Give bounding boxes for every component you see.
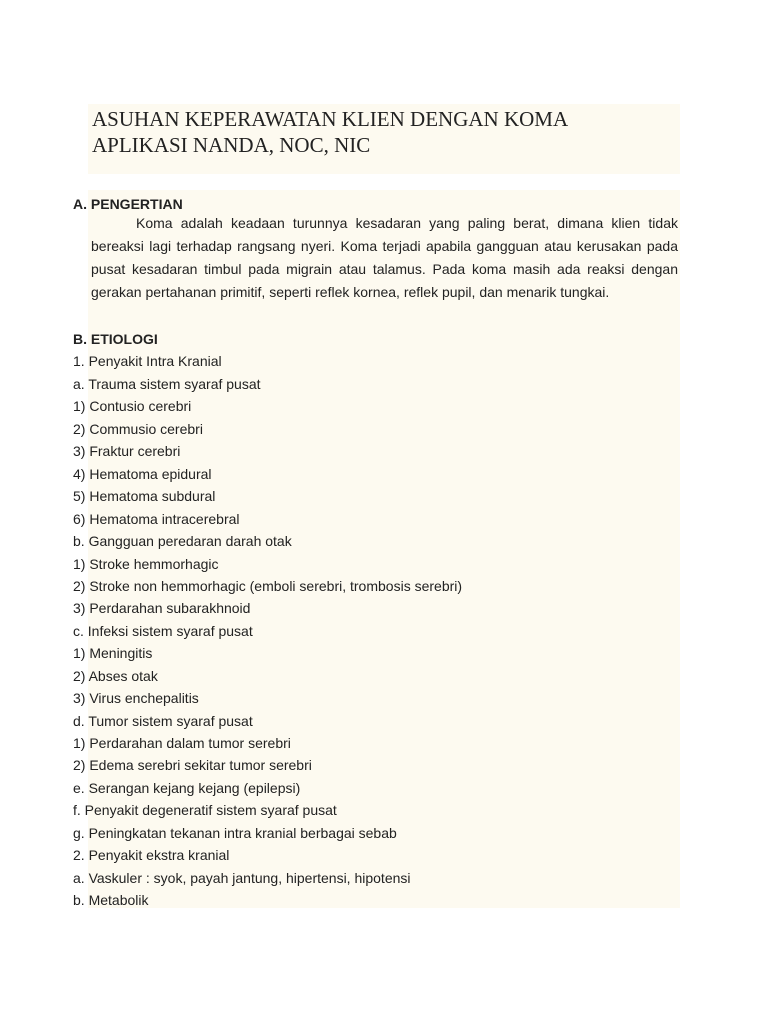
list-item: 2) Stroke non hemmorhagic (emboli serebri, trombosis serebri) [73, 578, 463, 594]
list-item: f. Penyakit degeneratif sistem syaraf pusat [73, 802, 337, 818]
list-item: b. Gangguan peredaran darah otak [73, 533, 292, 549]
list-item: 3) Fraktur cerebri [73, 443, 181, 459]
list-item: 3) Virus enchepalitis [73, 690, 199, 706]
list-item: 2) Edema serebri sekitar tumor serebri [73, 757, 312, 773]
section-b-heading: B. ETIOLOGI [73, 331, 158, 347]
list-item: a. Vaskuler : syok, payah jantung, hipertensi, hipotensi [73, 870, 411, 886]
list-item: b. Metabolik [73, 892, 149, 908]
list-item: 3) Perdarahan subarakhnoid [73, 600, 251, 616]
section-a-heading: A. PENGERTIAN [73, 196, 183, 212]
paragraph-line: bereaksi lagi terhadap rangsang nyeri. Koma terjadi apabila gangguan atau kerusakan pada [91, 238, 678, 254]
document-title-line-1: ASUHAN KEPERAWATAN KLIEN DENGAN KOMA [92, 107, 569, 131]
list-item: 1) Perdarahan dalam tumor serebri [73, 735, 291, 751]
list-item: 1) Contusio cerebri [73, 398, 192, 414]
title-box [88, 104, 680, 174]
document-title-line-2: APLIKASI NANDA, NOC, NIC [92, 133, 371, 157]
list-item: 6) Hematoma intracerebral [73, 511, 240, 527]
list-item: 5) Hematoma subdural [73, 488, 216, 504]
list-item: 1) Meningitis [73, 645, 153, 661]
list-item: a. Trauma sistem syaraf pusat [73, 376, 261, 392]
list-item: d. Tumor sistem syaraf pusat [73, 713, 253, 729]
list-item: g. Peningkatan tekanan intra kranial berbagai sebab [73, 825, 397, 841]
list-item: c. Infeksi sistem syaraf pusat [73, 623, 253, 639]
list-item: 2. Penyakit ekstra kranial [73, 847, 230, 863]
list-item: 2) Abses otak [73, 668, 158, 684]
paragraph-line: pusat kesadaran timbul pada migrain atau talamus. Pada koma masih ada reaksi dengan [91, 261, 678, 277]
paragraph-line: gerakan pertahanan primitif, seperti reflek kornea, reflek pupil, dan menarik tungkai. [91, 284, 610, 300]
paragraph-line: Koma adalah keadaan turunnya kesadaran yang paling berat, dimana klien tidak [136, 215, 678, 231]
list-item: e. Serangan kejang kejang (epilepsi) [73, 780, 301, 796]
list-item: 1. Penyakit Intra Kranial [73, 353, 222, 369]
list-item: 1) Stroke hemmorhagic [73, 556, 219, 572]
list-item: 2) Commusio cerebri [73, 421, 203, 437]
list-item: 4) Hematoma epidural [73, 466, 212, 482]
